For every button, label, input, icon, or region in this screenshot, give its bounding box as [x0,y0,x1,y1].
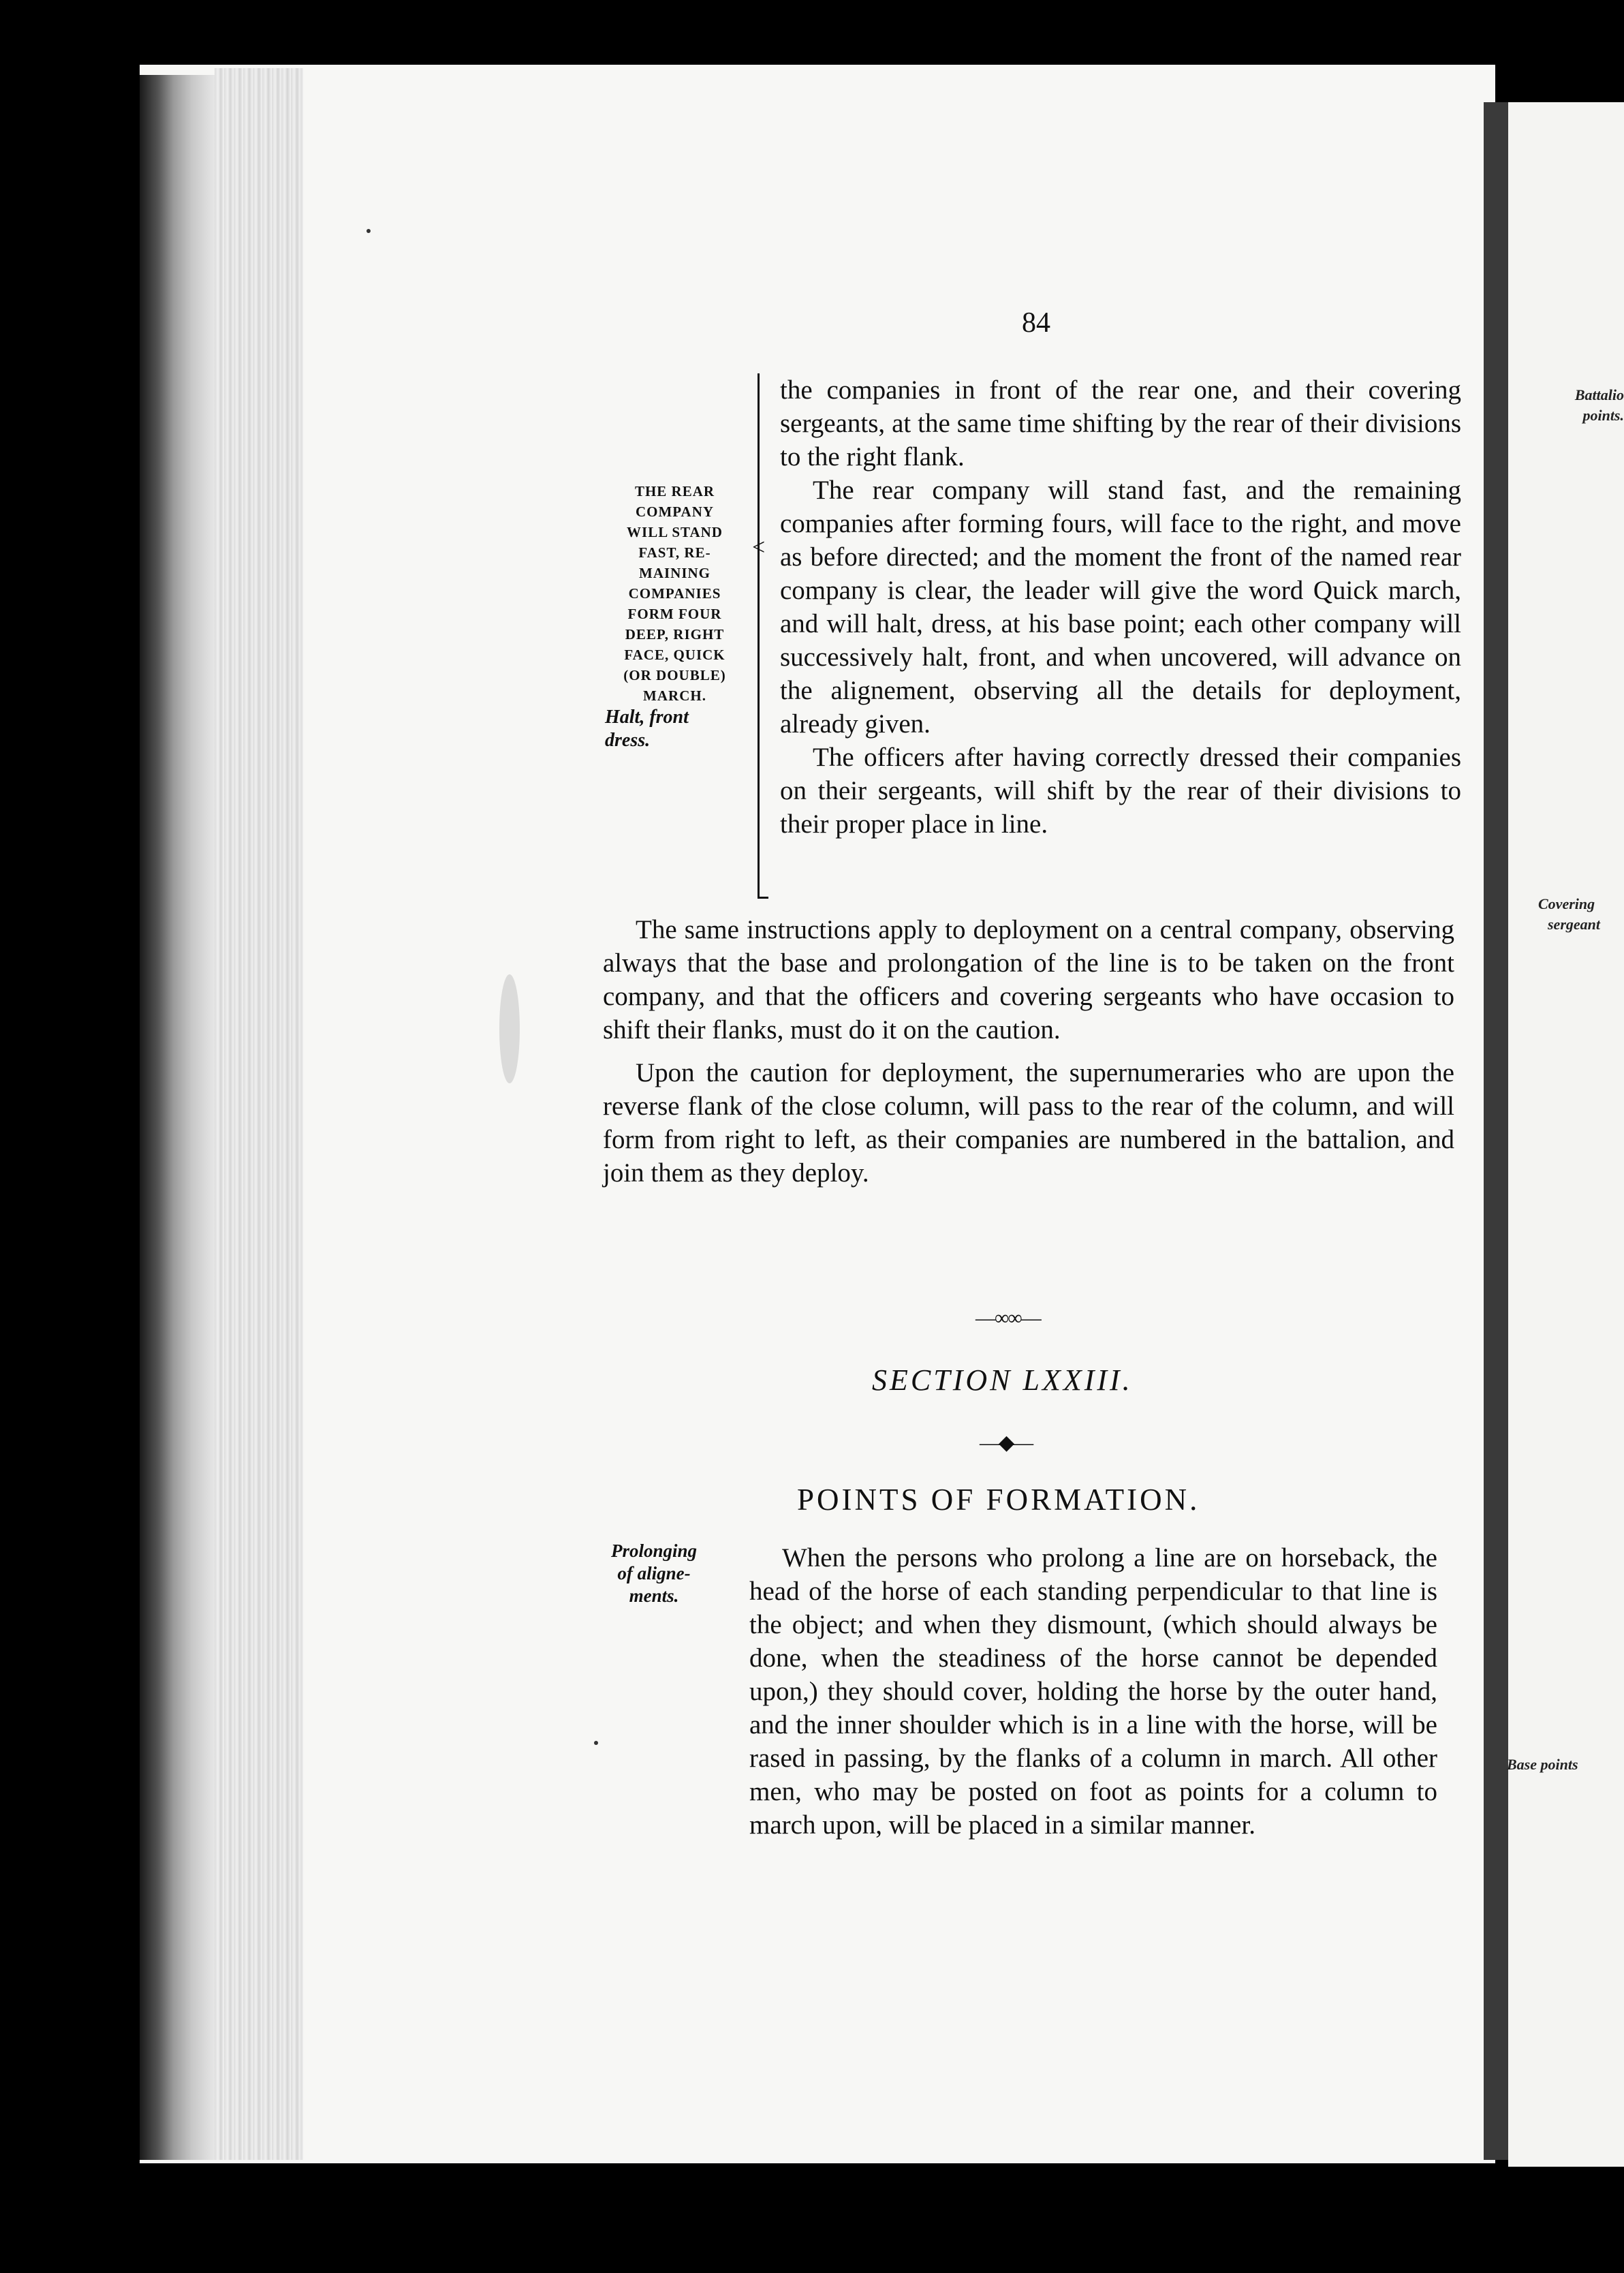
margin-rule-foot [758,897,768,899]
paragraph: The officers after having correctly dressed their companies on their sergeants, will shift by the rear of their divisions to their proper place in line. [780,743,1461,839]
next-note-line: Base points [1507,1756,1578,1773]
ornament-divider: —∞∞— [975,1307,1040,1329]
section-heading: POINTS OF FORMATION. [797,1483,1200,1517]
margin-note-line: (OR DOUBLE) [623,667,726,683]
next-page-note-covering [1538,894,1600,935]
page-number: 84 [1022,307,1050,339]
margin-note-line: WILL STAND [627,524,723,540]
margin-note-line: DEEP, RIGHT [625,626,725,643]
next-page-note-base [1507,1754,1578,1775]
margin-note-italic: Halt, front [605,707,689,728]
paragraph: When the persons who prolong a line are on horseback, the head of the horse of each standing perpendicular to that line is the object; and when they dismount, (which should always be done, when the steadiness of the horse cannot be depended upon,) they should cover, holding the horse by the outer hand, and the inner shoulder which is in a line with the horse, will be rased in passing, by the flanks of a column in march. All other men, who may be posted on foot as points for a column to march upon, will be placed in a similar manner. [749,1543,1437,1840]
lower-text-block [749,1541,1437,1842]
margin-note-line: FORM FOUR [627,606,722,622]
next-note-line: Covering [1538,895,1595,912]
paper-speck [366,229,371,233]
margin-note-line: COMPANIES [628,585,721,602]
section-title: SECTION LXXIII. [872,1363,1133,1397]
margin-note-line: of aligne- [617,1563,691,1583]
next-note-line: Battalio [1574,386,1624,403]
margin-note-italic: dress. [605,730,651,751]
brace-mark: < [752,535,766,560]
margin-note-rear-company [598,481,751,752]
book-spine [1484,102,1508,2160]
next-page-note-battalion [1545,385,1624,426]
paragraph: the companies in front of the rear one, and their covering sergeants, at the same time shifting by the rear of their divisions to the right flank. [780,375,1461,471]
paragraph: Upon the caution for deployment, the supernumeraries who are upon the reverse flank of the close column, will pass to the rear of the column, and will form from right to left, as their companies are numbered in the battalion, and join them as they deploy. [603,1058,1454,1188]
margin-note-line: MAINING [639,565,710,581]
margin-note-line: THE REAR [634,483,715,499]
margin-note-line: ments. [629,1586,679,1606]
next-note-line: points. [1582,407,1624,424]
paper-stain [499,974,520,1083]
margin-note-prolonging [586,1540,722,1607]
margin-note-line: COMPANY [635,504,715,520]
margin-note-line: Prolonging [610,1541,698,1561]
margin-rule [758,373,760,898]
page-edge-layers [215,68,303,2160]
margin-note-line: FACE, QUICK [624,647,725,663]
upper-text-block [780,373,1461,841]
margin-note-line: MARCH. [643,687,706,704]
paper-speck [594,1741,598,1745]
full-width-text-block [603,913,1454,1190]
paragraph: The same instructions apply to deployment on a central company, observing always that the base and prolongation of the line is to be taken on the front company, and that the officers and covering sergeants who have occasion to shift their flanks, must do it on the caution. [603,915,1454,1045]
paragraph: The rear company will stand fast, and the remaining companies after forming fours, will face to the right, and move as before directed; and the moment the front of the named rear company is clear, the leader will give the word Quick march, and will halt, dress, at his base point; each other company will successively halt, front, and when uncovered, will advance on the alignement, observing all the details for deployment, already given. [780,476,1461,739]
next-note-line: sergeant [1548,916,1600,933]
ornament-divider: —◆— [980,1432,1033,1454]
book-gutter-shadow [140,75,215,2160]
margin-note-line: FAST, RE- [638,544,711,561]
